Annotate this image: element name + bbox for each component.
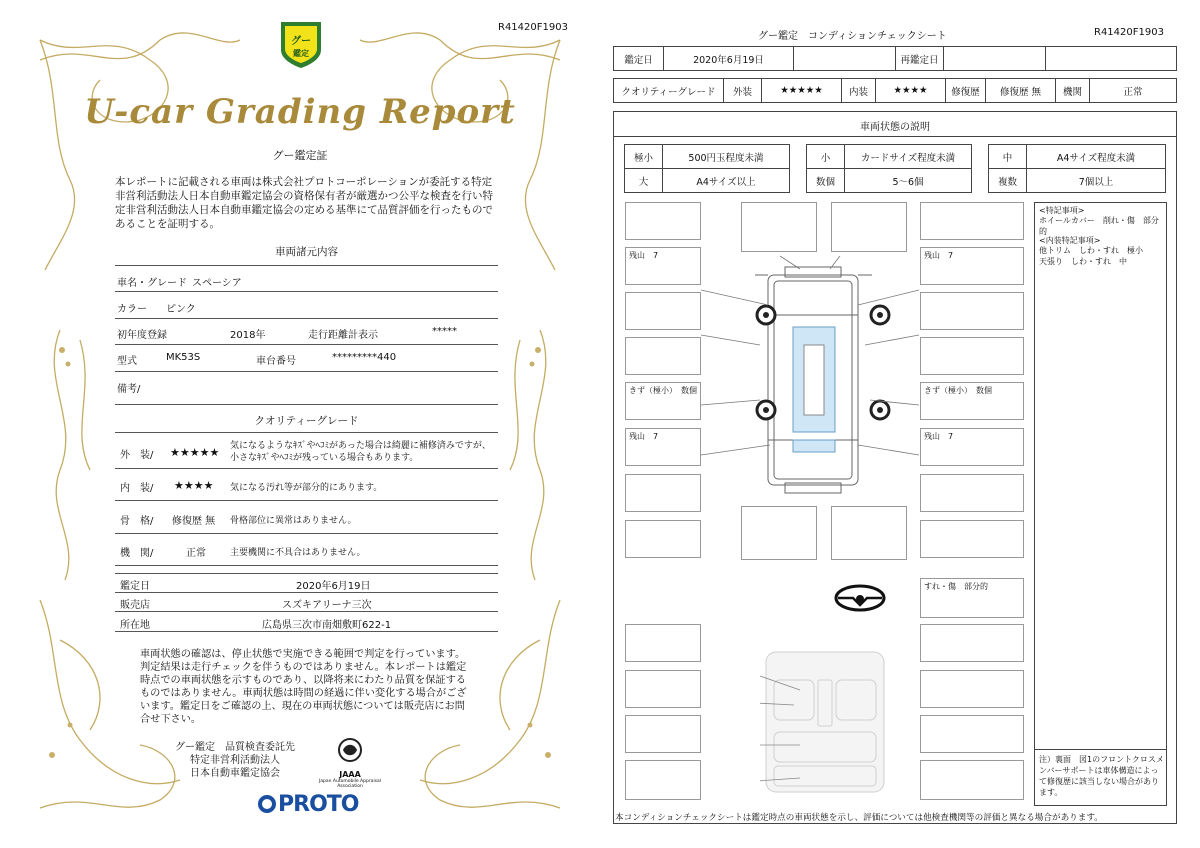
- quality-desc-frame: 骨格部位に異常はありません。: [230, 516, 357, 526]
- model-label: 型式: [117, 356, 137, 367]
- legend-label-1: 小: [807, 145, 845, 169]
- interior-layout-icon: [760, 650, 890, 800]
- report-title: U-car Grading Report: [84, 92, 516, 132]
- special-note-line-1: ホイールカバー 削れ・傷 部分的: [1039, 216, 1159, 236]
- note-tire-rl: 残山 7: [625, 428, 701, 466]
- intro-text: 本レポートに記載される車両は株式会社プロトコーポレーションが委託する特定非営利活動法人日本自動車鑑定協会の資格保有者が厳選かつ公平な検査を行い特定非営利活動法人日本自動車鑑定協会の定める基準にて品質評価を行ったものであることを証明する。: [115, 176, 493, 230]
- color-value: ピンク: [166, 304, 196, 315]
- signature-line-2: 特定非営利活動法人: [190, 755, 280, 766]
- grade-label: クオリティーグレード: [614, 79, 724, 103]
- sheet-header-table: [613, 46, 1177, 71]
- address-value: 広島県三次市南畑敷町622-1: [262, 620, 392, 631]
- chassis-value: *********440: [332, 352, 397, 363]
- quality-value-engine: 正常: [186, 548, 206, 559]
- mileage-label: 走行距離計表示: [308, 330, 378, 341]
- footer-disclaimer: 車両状態の確認は、停止状態で実施できる範囲で判定を行っています。判定結果は走行チェックを伴うものではありません。本レポートは鑑定時点での車両状態を示すものであり、以降将来にわたり品質を保証するものではありません。車両状態は時間の経過に伴い変化する場合がございます。鑑定日をご確認の上、現在の車両状態については販売店にお問合せ下さい。: [140, 649, 467, 725]
- svg-text:鑑定: 鑑定: [293, 49, 309, 58]
- quality-desc-exterior: 気になるようなｷｽﾞやﾍｺﾐがあった場合は綺麗に補修済みですが、小さなｷｽﾞやﾍｺﾐが残っている場合もあります。: [230, 441, 491, 463]
- side-note: 注）裏面 図1のフロントクロスメンバーサポートは車体構造によって修復歴に該当しない場合があります。: [1039, 755, 1164, 797]
- steering-wheel-icon: [833, 583, 887, 613]
- legend-table-3: [988, 144, 1166, 193]
- quality-desc-engine: 主要機関に不具合はありません。: [230, 548, 366, 558]
- grade-engine-value: 正常: [1090, 79, 1177, 103]
- grade-engine-label: 機関: [1056, 79, 1090, 103]
- quality-value-frame: 修復歴 無: [172, 516, 216, 527]
- special-notes-panel: [1034, 202, 1167, 806]
- dealer-value: スズキアリーナ三次: [282, 600, 372, 611]
- color-label: カラー: [117, 304, 147, 315]
- quality-label-engine: 機 関/: [120, 548, 154, 559]
- proto-logo: [258, 792, 358, 817]
- dealer-label: 販売店: [120, 600, 150, 611]
- reappraisal-label: 再鑑定日: [896, 47, 944, 71]
- model-value: MK53S: [166, 352, 201, 363]
- jaaa-label: JAAA: [339, 770, 361, 779]
- quality-value-interior: ★★★★: [174, 479, 214, 492]
- note-scratch-l: きず（極小） 数個: [625, 382, 701, 420]
- certificate-heading: グー鑑定証: [272, 149, 328, 162]
- svg-text:グー: グー: [291, 36, 311, 47]
- condition-check-sheet: [600, 0, 1200, 848]
- sheet-serial: R41420F1903: [1094, 27, 1164, 38]
- signature-block: [140, 741, 330, 780]
- jaaa-sub: Japan Automobile Appraisal Association: [318, 779, 382, 789]
- signature-line-1: グー鑑定 品質検査委託先: [175, 742, 295, 753]
- legend-value-1: カードサイズ程度未満: [845, 145, 972, 169]
- bottom-note: 本コンディションチェックシートは鑑定時点の車両状態を示し、評価については他検査機関等の評価と異なる場合があります。: [615, 813, 1103, 823]
- sheet-date-value: 2020年6月19日: [664, 47, 794, 71]
- grade-interior-label: 内装: [842, 79, 876, 103]
- grade-exterior-label: 外装: [724, 79, 762, 103]
- legend-value-0: 500円玉程度未満: [663, 145, 790, 169]
- sheet-title: グー鑑定 コンディションチェックシート: [758, 31, 947, 42]
- legend-label-3: 大: [625, 169, 663, 193]
- special-notes-heading: <特記事項>: [1039, 206, 1085, 215]
- car-topview-icon: [700, 255, 920, 505]
- mileage-value: *****: [432, 326, 457, 337]
- legend-label-0: 極小: [625, 145, 663, 169]
- grade-exterior-value: ★★★★★: [762, 79, 842, 103]
- name-label: 車名・グレード: [117, 278, 187, 289]
- quality-label-frame: 骨 格/: [120, 516, 154, 527]
- proto-mark-icon: [258, 795, 276, 813]
- note-scratch-r: きず（極小） 数個: [920, 382, 1024, 420]
- first-reg-label: 初年度登録: [117, 330, 167, 341]
- spec-heading: 車両諸元内容: [275, 246, 338, 258]
- serial-number: R41420F1903: [498, 22, 568, 33]
- legend-value-4: 5～6個: [845, 169, 972, 193]
- legend-table-1: [624, 144, 790, 193]
- legend-value-2: A4サイズ程度未満: [1027, 145, 1166, 169]
- goo-kantei-badge-icon: [278, 20, 324, 70]
- legend-label-5: 複数: [989, 169, 1027, 193]
- signature-line-3: 日本自動車鑑定協会: [190, 768, 280, 779]
- grade-table: [613, 78, 1177, 103]
- special-note-line-3: 天張り しわ・すれ 中: [1039, 257, 1127, 266]
- quality-label-interior: 内 装/: [120, 483, 154, 494]
- first-reg-value: 2018年: [230, 330, 266, 341]
- interior-notes-heading: <内装特記事項>: [1039, 236, 1101, 245]
- note-steering: すれ・傷 部分的: [920, 578, 1024, 618]
- legend-table-2: [806, 144, 972, 193]
- legend-label-2: 中: [989, 145, 1027, 169]
- grade-repair-label: 修復歴: [946, 79, 986, 103]
- legend-value-3: A4サイズ以上: [663, 169, 790, 193]
- grade-interior-value: ★★★★: [876, 79, 946, 103]
- note-tire-fl: 残山 7: [625, 247, 701, 285]
- appraisal-date-value: 2020年6月19日: [296, 581, 371, 592]
- proto-logo-text: PROTO: [278, 792, 359, 817]
- legend-label-4: 数個: [807, 169, 845, 193]
- appraisal-date-label: 鑑定日: [120, 581, 150, 592]
- legend-value-5: 7個以上: [1027, 169, 1166, 193]
- name-value: スペーシア: [192, 278, 242, 289]
- quality-label-exterior: 外 装/: [120, 450, 154, 461]
- note-tire-rr: 残山 7: [920, 428, 1024, 466]
- note-tire-fr: 残山 7: [920, 247, 1024, 285]
- jaaa-logo: [310, 737, 390, 789]
- quality-desc-interior: 気になる汚れ等が部分的にあります。: [230, 483, 383, 493]
- special-note-line-2: 他トリム しわ・すれ 極小: [1039, 246, 1143, 255]
- jaaa-emblem-icon: [330, 737, 370, 767]
- sheet-date-label: 鑑定日: [614, 47, 664, 71]
- remarks-label: 備考/: [117, 384, 141, 395]
- state-heading: 車両状態の説明: [860, 122, 930, 133]
- quality-value-exterior: ★★★★★: [170, 446, 220, 459]
- grade-repair-value: 修復歴 無: [986, 79, 1056, 103]
- address-label: 所在地: [120, 620, 150, 631]
- quality-heading: クオリティーグレード: [254, 415, 359, 427]
- chassis-label: 車台番号: [256, 356, 296, 367]
